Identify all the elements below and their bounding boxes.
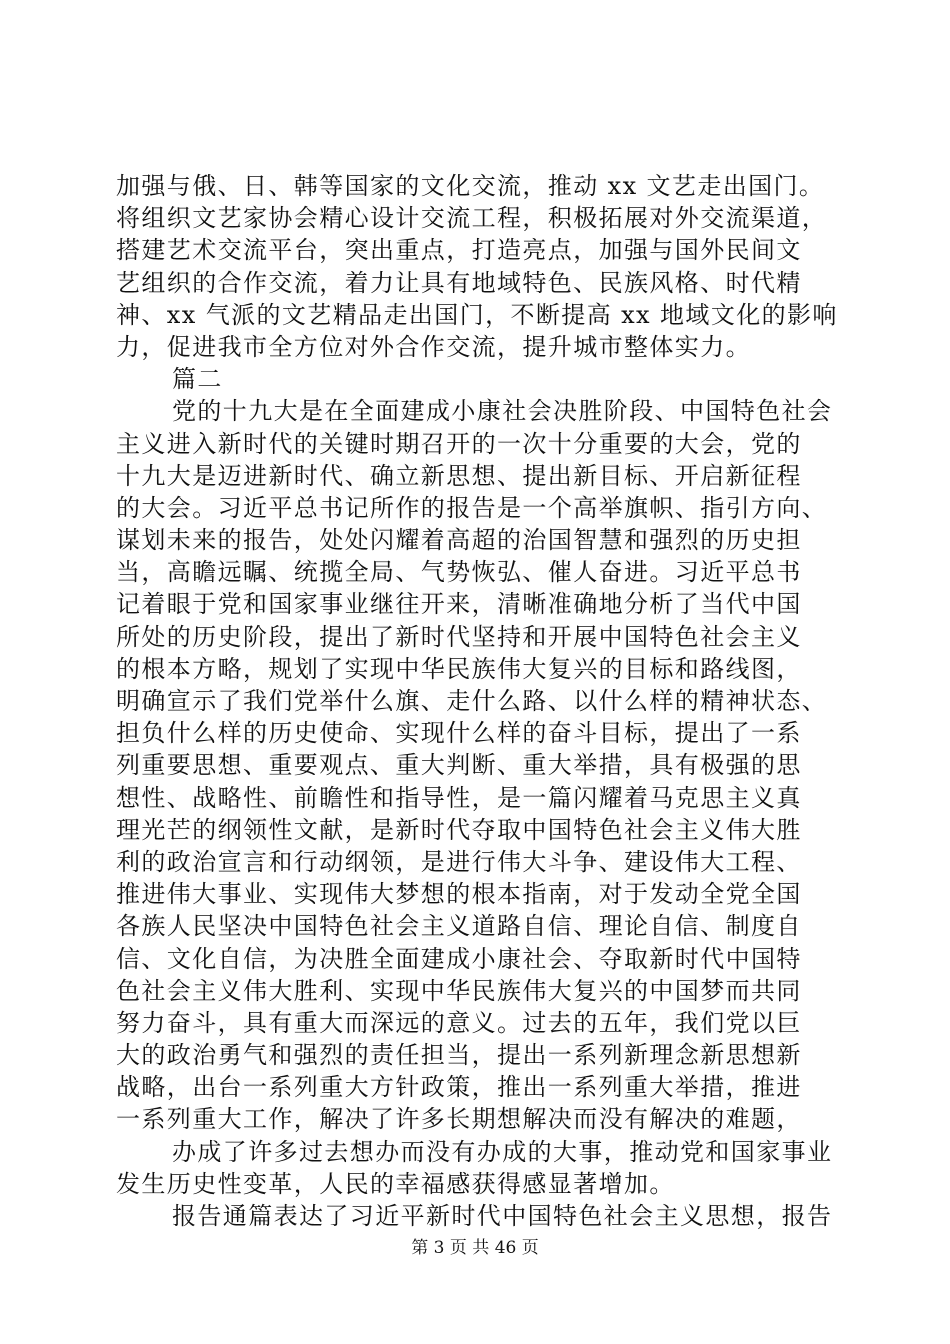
text-line: 推进伟大事业、实现伟大梦想的根本指南，对于发动全党全国 [116, 880, 802, 909]
text-line: 理光芒的纲领性文献，是新时代夺取中国特色社会主义伟大胜 [116, 815, 802, 844]
text-line: 党的十九大是在全面建成小康社会决胜阶段、中国特色社会 [172, 397, 833, 426]
page-number-footer: 第 3 页 共 46 页 [411, 1238, 539, 1258]
text-line: 记着眼于党和国家事业继往开来，清晰准确地分析了当代中国 [116, 590, 802, 619]
text-line: 大的政治勇气和强烈的责任担当，提出一系列新理念新思想新 [116, 1041, 802, 1070]
text-line: 加强与俄、日、韩等国家的文化交流，推动 xx 文艺走出国门。 [116, 172, 825, 200]
text-line: 的大会。习近平总书记所作的报告是一个高举旗帜、指引方向、 [116, 493, 828, 522]
text-line: 将组织文艺家协会精心设计交流工程，积极拓展对外交流渠道， [116, 204, 828, 233]
text-line: 神、xx 气派的文艺精品走出国门，不断提高 xx 地域文化的影响 [116, 300, 838, 329]
text-line: 信、文化自信，为决胜全面建成小康社会、夺取新时代中国特 [116, 944, 802, 973]
section-heading: 篇二 [172, 365, 223, 394]
text-line: 明确宣示了我们党举什么旗、走什么路、以什么样的精神状态、 [116, 687, 828, 715]
text-line: 担负什么样的历史使命、实现什么样的奋斗目标，提出了一系 [116, 719, 802, 748]
text-line: 色社会主义伟大胜利、实现中华民族伟大复兴的中国梦而共同 [116, 976, 802, 1005]
text-line: 当，高瞻远瞩、统揽全局、气势恢弘、催人奋进。习近平总书 [116, 558, 802, 587]
text-line: 艺组织的合作交流，着力让具有地域特色、民族风格、时代精 [116, 268, 802, 297]
text-line: 办成了许多过去想办而没有办成的大事，推动党和国家事业 [172, 1137, 833, 1166]
text-line: 列重要思想、重要观点、重大判断、重大举措，具有极强的思 [116, 751, 802, 780]
text-line: 战略，出台一系列重大方针政策，推出一系列重大举措，推进 [116, 1073, 802, 1102]
text-line: 一系列重大工作，解决了许多长期想解决而没有解决的难题， [116, 1105, 802, 1134]
text-line: 搭建艺术交流平台，突出重点，打造亮点，加强与国外民间文 [116, 236, 802, 265]
text-line: 谋划未来的报告，处处闪耀着高超的治国智慧和强烈的历史担 [116, 526, 802, 555]
text-line: 力，促进我市全方位对外合作交流，提升城市整体实力。 [116, 332, 751, 361]
text-line: 报告通篇表达了习近平新时代中国特色社会主义思想，报告 [172, 1202, 833, 1230]
text-line: 发生历史性变革，人民的幸福感获得感显著增加。 [116, 1169, 675, 1198]
text-line: 各族人民坚决中国特色社会主义道路自信、理论自信、制度自 [116, 912, 802, 941]
text-line: 利的政治宣言和行动纲领，是进行伟大斗争、建设伟大工程、 [116, 847, 802, 876]
text-line: 想性、战略性、前瞻性和指导性，是一篇闪耀着马克思主义真 [116, 783, 802, 812]
text-line: 的根本方略，规划了实现中华民族伟大复兴的目标和路线图， [116, 654, 802, 683]
text-line: 所处的历史阶段，提出了新时代坚持和开展中国特色社会主义 [116, 622, 802, 651]
text-line: 努力奋斗，具有重大而深远的意义。过去的五年，我们党以巨 [116, 1008, 802, 1037]
document-body [116, 170, 840, 1232]
text-line: 十九大是迈进新时代、确立新思想、提出新目标、开启新征程 [116, 461, 802, 490]
text-line: 主义进入新时代的关键时期召开的一次十分重要的大会，党的 [116, 429, 802, 458]
